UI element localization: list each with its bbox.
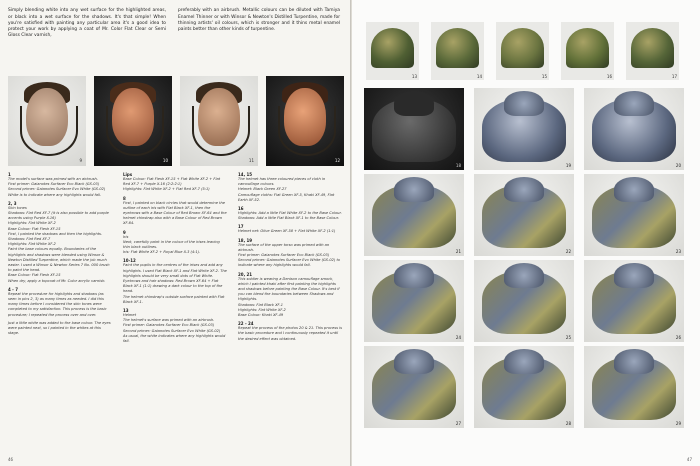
step-block: 13 Helmet The helmet's surface was primed with an airbrush. First primer: Gaianotes Surfacer Evo Black (GS-03) Second primer: Gaianotes Surfacer Evo White (GS-02) As usual, the white indicates where any highlights would fall. bbox=[123, 308, 226, 344]
step-block: 10-12 Paint the pupils in the centres of the irises and add any highlights. I used Flat Black XF-1 and Flat White XF-2. The highlights should be very small dots of Flat White. Eyebrows and hair shadows: Red Brown XF-64 + Flat Black XF-1 (1:1) drawing a dark colour to the top of the head. The helmet chinstrap's outside surface painted with Flat Black XF-1. bbox=[123, 258, 227, 304]
step-block: 17 Helmet net: Olive Green XF-58 + Flat White XF-2 (1:1) bbox=[238, 224, 336, 234]
photo-number: 17 bbox=[671, 74, 677, 79]
photo-number: 9 bbox=[79, 158, 82, 163]
photo-number: 10 bbox=[162, 158, 168, 163]
photo-number: 23 bbox=[675, 249, 681, 254]
step-block: 1 The model's surface was primed with an airbrush. First primer: Gaianotes Surfacer Evo Black (GS-03) Second primer: Gaianotes Surfacer Evo White (GS-02) White is to indicate where any highlights would fall. bbox=[8, 172, 106, 197]
head-photo bbox=[94, 76, 172, 166]
page-number: 47 bbox=[686, 457, 692, 462]
step-block: 2, 3 Skin tones Shadows: Flat Red XF-7 (it is also possible to add purple accents using Purple X-16) Highlights: Flat White XF-2 Base Colour: Flat Flesh XF-15 First, I painted the shadows and then the highlights. Shadows: Flat Red XF-7 Highlights: Flat White XF-2 Paint the base colours equally. Boundaries of the highlights and shadows were blended using Winsor & Newton Distilled Turpentine, which made the job much easier. I used a Winsor & Newton Series 7 No. 000 brush to paint the head. Base Colour: Flat Flesh XF-15 When dry, apply a topcoat of Mr. Color acrylic varnish. bbox=[8, 200, 110, 283]
step-block: Lips Base Colour: Flat Flesh XF-15 + Flat White XF-2 + Flat Red XF-7 + Purple X-16 (2:2:2:1) Highlights: Flat White XF-2 + Flat Red XF-7 (5:1) bbox=[123, 172, 221, 192]
photo-number: 24 bbox=[455, 335, 461, 340]
torso-photo bbox=[364, 346, 464, 428]
torso-photo bbox=[584, 88, 684, 170]
torso-photo bbox=[474, 174, 574, 256]
helmet-photo bbox=[626, 22, 679, 80]
photo-number: 14 bbox=[476, 74, 482, 79]
step-block: Just a little white was added to the base colour. The eyes were painted next, so I painted in the whites at this stage. bbox=[8, 320, 111, 336]
intro-text-col2: preferably with an airbrush. Metallic colours can be diluted with Tamiya Enamel Thinner or with Winsor & Newton's Distilled Turpentine, made for thinning artists' oil colours, which is stronger and it thins metal enamel paints better than other kinds of turpentine. bbox=[178, 8, 340, 32]
photo-number: 26 bbox=[675, 335, 681, 340]
photo-number: 22 bbox=[565, 249, 571, 254]
photo-number: 11 bbox=[248, 158, 254, 163]
photo-number: 16 bbox=[606, 74, 612, 79]
head-photo bbox=[266, 76, 344, 166]
torso-photo bbox=[474, 346, 574, 428]
photo-number: 13 bbox=[411, 74, 417, 79]
helmet-photo bbox=[366, 22, 419, 80]
step-block: 16 Highlights: Add a little Flat White XF-2 to the Base Colour. Shadows: Add a little Flat Black XF-1 to the Base Colour. bbox=[238, 206, 342, 221]
intro-text-col1: Simply blending white into any wet surface for the highlighted areas, or black into a wet surface for the shadows. It's that simple! When you're satisfied with painting any particular area it's a good idea to protect your work by applying a coat of Mr. Color Flat Clear or Semi Gloss Clear varnish, bbox=[8, 8, 166, 39]
step-block: 20, 21 This soldier is wearing a Denison camouflage smock, which I painted khaki after first painting the highlights and shadows before painting the Base Colour. It's best if you can blend the boundaries between Shadows and Highlights. Shadows: Flat Black XF-1 Highlights: Flat White XF-2 Base Colour: Khaki XF-49 bbox=[238, 271, 340, 318]
photo-number: 28 bbox=[565, 421, 571, 426]
photo-number: 12 bbox=[334, 158, 340, 163]
head-photo bbox=[180, 76, 258, 166]
step-block: 8 First, I painted on black circles that would determine the outline of each iris with Flat Black XF-1, then the eyebrows with a Base Colour of Red Brown XF-64 and the helmet chinstrap also with a Base Colour of Red Brown XF-64. bbox=[123, 195, 227, 226]
helmet-photo bbox=[496, 22, 549, 80]
torso-photo bbox=[474, 88, 574, 170]
torso-photo bbox=[474, 260, 574, 342]
helmet-photo bbox=[431, 22, 484, 80]
text-column bbox=[8, 172, 112, 339]
torso-photo bbox=[584, 260, 684, 342]
head-photo bbox=[8, 76, 86, 166]
torso-photo bbox=[364, 174, 464, 256]
step-block: 18, 19 The surface of the upper torso was primed with an airbrush. First primer: Gaianotes Surfacer Evo Black (GS-03) Second primer: Gaianotes Surfacer Evo White (GS-02) to indicate where any highlights would fall. bbox=[238, 237, 341, 268]
step-block: 9 Iris Next, carefully paint in the colour of the irises leaving thin black outlines. Iris: Flat White XF-2 + Royal Blue X-3 (4:1). bbox=[123, 229, 220, 255]
step-block: 4 - 7 Repeat the procedure for highlights and shadows (as seen in pics 2, 3) as many times as needed. I did this many times before I considered the skin tones were completed to my satisfaction. This process is the basic procedure; I repeated the process over and over. bbox=[8, 286, 107, 317]
photo-number: 25 bbox=[565, 335, 571, 340]
photo-number: 21 bbox=[455, 249, 461, 254]
photo-number: 29 bbox=[675, 421, 681, 426]
right-page bbox=[352, 0, 700, 466]
page-number: 46 bbox=[8, 457, 14, 462]
torso-photo bbox=[364, 88, 464, 170]
photo-number: 19 bbox=[565, 163, 571, 168]
photo-number: 27 bbox=[455, 421, 461, 426]
photo-number: 20 bbox=[675, 163, 681, 168]
torso-photo bbox=[364, 260, 464, 342]
torso-photo bbox=[584, 174, 684, 256]
text-column bbox=[123, 172, 227, 347]
helmet-photo bbox=[561, 22, 614, 80]
step-block: 22 - 24 Repeat the process of the photos 20 & 21. This process is the basic procedure and I continuously repeated it until the desired effect was obtained. bbox=[238, 321, 342, 341]
head-photo-strip bbox=[8, 76, 342, 166]
text-column bbox=[238, 172, 342, 345]
step-block: 14, 15 The helmet has three coloured pieces of cloth in camouflage colours. Helmet: Black Green XF-27 Camouflage cloths: Flat Green XF-5, Khaki XF-49, Flat Earth XF-52. bbox=[238, 172, 335, 202]
photo-number: 15 bbox=[541, 74, 547, 79]
torso-photo bbox=[584, 346, 684, 428]
photo-number: 18 bbox=[455, 163, 461, 168]
